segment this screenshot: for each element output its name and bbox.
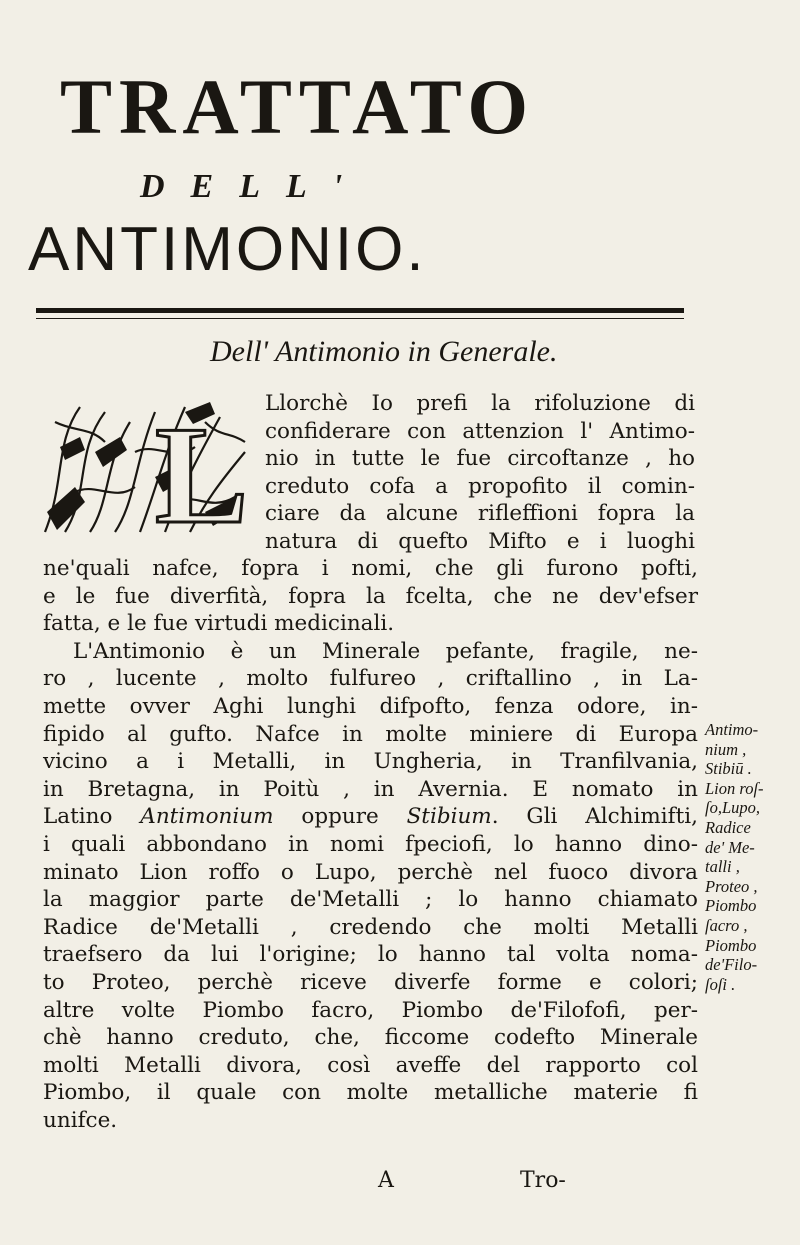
body-text	[43, 555, 698, 1134]
drop-cap-letter: L	[155, 398, 249, 544]
text-line: ne'quali nafce, fopra i nomi, che gli furono pofti,	[43, 556, 698, 581]
margin-note: Antimo-	[705, 720, 759, 739]
title-rule-thick	[36, 308, 684, 313]
text-line: confiderare con attenzion l' Antimo-	[265, 418, 695, 444]
margin-note: Stibiū .	[705, 759, 752, 779]
text-line: L'Antimonio è un Minerale pefante, fragile, ne-	[73, 638, 698, 664]
margin-note: de'Filo-	[705, 955, 758, 975]
text-line: mette ovver Aghi lunghi difpofto, fenza odore, in-	[43, 693, 698, 719]
text-line: Latino Antimonium oppure Stibium. Gli Alchimifti,	[43, 804, 698, 830]
catchword: Tro-	[520, 1168, 566, 1193]
title-line-3: ANTIMONIO.	[28, 215, 427, 284]
title-line-2: DELL'	[140, 168, 369, 205]
margin-note: Lion roſ-	[705, 778, 764, 798]
text-line: e le fue diverfità, fopra la fcelta, che ne dev'efser	[43, 583, 698, 609]
margin-notes	[705, 720, 797, 994]
margin-note: ſo,Lupo,	[705, 798, 761, 818]
text-line: nio in tutte le fue circoftanze , ho	[265, 446, 695, 471]
text-line: to Proteo, perchè riceve diverfe forme e colori;	[43, 969, 698, 995]
text-line: ciare da alcune rifleffioni fopra la	[265, 501, 695, 526]
text-line: fatta, e le fue virtudi medicinali.	[43, 611, 395, 637]
text-line: molti Metalli divora, così aveffe del rapporto col	[43, 1052, 698, 1078]
title-line-1: TRATTATO	[60, 63, 535, 150]
text-line: chè hanno creduto, che, ficcome codefto Minerale	[43, 1025, 698, 1051]
margin-note: Piombo	[705, 896, 757, 916]
first-paragraph	[265, 390, 695, 555]
margin-note: Piombo	[705, 935, 757, 955]
text-line: fipido al gufto. Nafce in molte miniere di Europa	[43, 721, 698, 747]
signature-mark: A	[378, 1168, 394, 1193]
margin-note: nium ,	[705, 739, 747, 759]
chapter-heading: Dell' Antimonio in Generale.	[210, 335, 558, 368]
text-line: minato Lion roffo o Lupo, perchè nel fuoco divora	[43, 859, 698, 885]
text-line: la maggior parte de'Metalli ; lo hanno chiamato	[43, 887, 698, 913]
text-line: natura di quefto Mifto e i luoghi	[265, 528, 695, 554]
margin-note: de' Me-	[705, 837, 755, 857]
margin-note: Radice	[705, 817, 751, 837]
text-line: creduto cofa a propofito il comin-	[265, 473, 695, 499]
decorated-initial-icon	[35, 392, 253, 544]
margin-note: talli ,	[705, 857, 740, 877]
text-line: Radice de'Metalli , credendo che molti Metalli	[43, 914, 698, 940]
margin-note: Proteo ,	[705, 876, 758, 896]
text-line: altre volte Piombo facro, Piombo de'Filofofi, per-	[43, 997, 698, 1023]
text-line: Piombo, il quale con molte metalliche materie fi	[43, 1080, 698, 1106]
text-line: vicino a i Metalli, in Ungheria, in Tranfilvania,	[43, 749, 698, 775]
text-line: unifce.	[43, 1107, 118, 1133]
text-line: Llorchè Io prefi la rifoluzione di	[265, 391, 695, 416]
margin-note: ſoſi .	[705, 974, 736, 994]
title-rule-thin	[36, 318, 684, 319]
text-line: ro , lucente , molto fulfureo , criftallino , in La-	[43, 666, 698, 692]
text-line: in Bretagna, in Poitù , in Avernia. E nomato in	[43, 776, 698, 802]
text-line: traefsero da lui l'origine; lo hanno tal volta noma-	[43, 942, 698, 968]
margin-note: ſacro ,	[705, 915, 748, 935]
text-line: i quali abbondano in nomi fpeciofi, lo hanno dino-	[43, 831, 698, 857]
